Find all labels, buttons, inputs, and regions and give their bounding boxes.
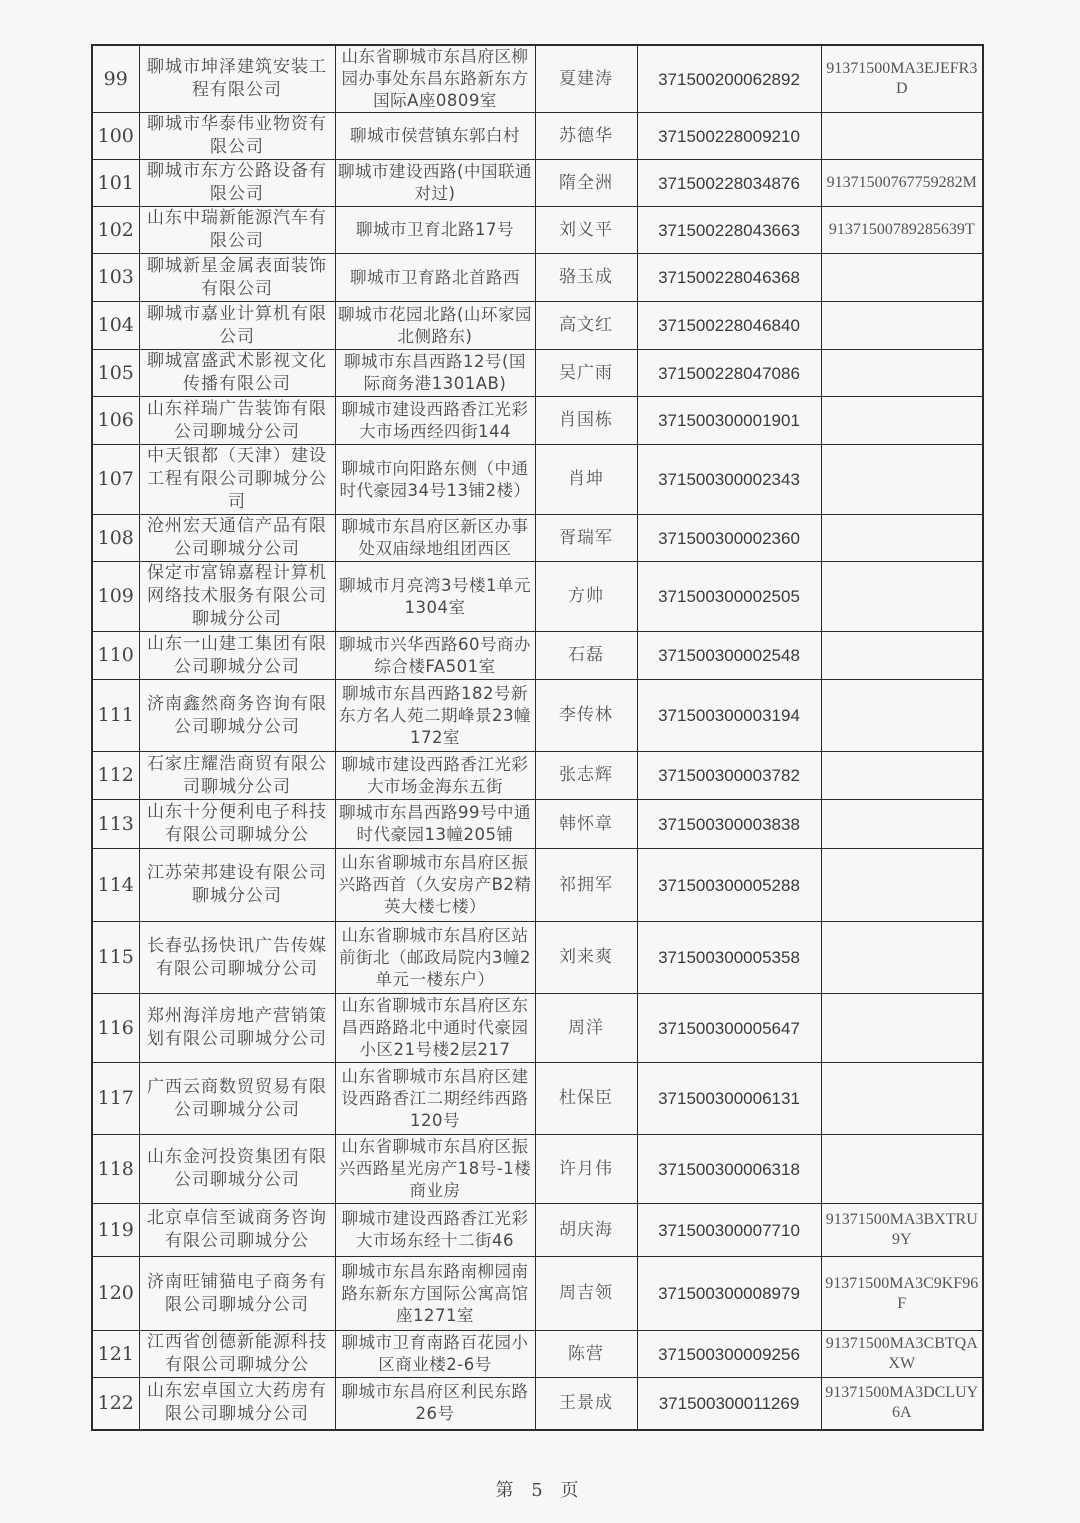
address-cell: 山东省聊城市东昌府区站前街北（邮政局院内3幢2单元一楼东户） (335, 922, 535, 994)
row-number-cell: 103 (92, 254, 139, 302)
table-row (92, 207, 983, 254)
company-name-cell: 聊城新星金属表面装饰有限公司 (139, 254, 335, 302)
table-row (92, 922, 983, 994)
address-cell: 聊城市兴华西路60号商办综合楼FA501室 (335, 632, 535, 680)
company-table (91, 44, 984, 1431)
table-row (92, 562, 983, 632)
registration-number-cell: 371500300003194 (637, 680, 821, 752)
legal-person-cell: 胡庆海 (535, 1204, 637, 1257)
registration-number-cell: 371500300003838 (637, 800, 821, 849)
legal-person-cell: 骆玉成 (535, 254, 637, 302)
legal-person-cell: 夏建涛 (535, 45, 637, 113)
table-row (92, 302, 983, 350)
company-name-cell: 保定市富锦嘉程计算机网络技术服务有限公司聊城分公司 (139, 562, 335, 632)
company-name-cell: 聊城市坤泽建筑安装工程有限公司 (139, 45, 335, 113)
address-cell: 山东省聊城市东昌府区东昌西路路北中通时代豪园小区21号楼2层217 (335, 994, 535, 1063)
legal-person-cell: 肖国栋 (535, 397, 637, 445)
registration-number-cell: 371500300011269 (637, 1378, 821, 1430)
registration-number-cell: 371500300008979 (637, 1257, 821, 1331)
legal-person-cell: 许月伟 (535, 1135, 637, 1204)
legal-person-cell: 隋全洲 (535, 160, 637, 207)
credit-code-cell (821, 922, 983, 994)
row-number-cell: 99 (92, 45, 139, 113)
row-number-cell: 110 (92, 632, 139, 680)
credit-code-cell (821, 800, 983, 849)
address-cell: 聊城市建设西路香江光彩大市场东经十二街46 (335, 1204, 535, 1257)
company-name-cell: 山东金河投资集团有限公司聊城分公司 (139, 1135, 335, 1204)
row-number-cell: 117 (92, 1063, 139, 1135)
row-number-cell: 112 (92, 752, 139, 800)
row-number-cell: 104 (92, 302, 139, 350)
company-name-cell: 江苏荣邦建设有限公司聊城分公司 (139, 849, 335, 922)
row-number-cell: 118 (92, 1135, 139, 1204)
row-number-cell: 106 (92, 397, 139, 445)
row-number-cell: 120 (92, 1257, 139, 1331)
credit-code-cell (821, 1063, 983, 1135)
address-cell: 山东省聊城市东昌府区振兴路西首（久安房产B2精英大楼七楼） (335, 849, 535, 922)
legal-person-cell: 刘来爽 (535, 922, 637, 994)
legal-person-cell: 陈营 (535, 1331, 637, 1378)
table-row (92, 160, 983, 207)
row-number-cell: 122 (92, 1378, 139, 1430)
address-cell: 聊城市卫育路北首路西 (335, 254, 535, 302)
table-row (92, 113, 983, 160)
address-cell: 聊城市卫育南路百花园小区商业楼2-6号 (335, 1331, 535, 1378)
company-name-cell: 聊城市东方公路设备有限公司 (139, 160, 335, 207)
legal-person-cell: 周吉领 (535, 1257, 637, 1331)
company-name-cell: 山东祥瑞广告装饰有限公司聊城分公司 (139, 397, 335, 445)
credit-code-cell (821, 397, 983, 445)
table-row (92, 445, 983, 515)
row-number-cell: 114 (92, 849, 139, 922)
legal-person-cell: 胥瑞军 (535, 515, 637, 562)
address-cell: 聊城市东昌西路182号新东方名人苑二期峰景23幢172室 (335, 680, 535, 752)
address-cell: 聊城市向阳路东侧（中通时代豪园34号13铺2楼） (335, 445, 535, 515)
registration-number-cell: 371500300005647 (637, 994, 821, 1063)
row-number-cell: 119 (92, 1204, 139, 1257)
address-cell: 聊城市东昌西路12号(国际商务港1301AB) (335, 350, 535, 397)
address-cell: 山东省聊城市东昌府区柳园办事处东昌东路新东方国际A座0809室 (335, 45, 535, 113)
credit-code-cell (821, 350, 983, 397)
legal-person-cell: 方帅 (535, 562, 637, 632)
registration-number-cell: 371500300002343 (637, 445, 821, 515)
registration-number-cell: 371500300002548 (637, 632, 821, 680)
company-name-cell: 山东中瑞新能源汽车有限公司 (139, 207, 335, 254)
address-cell: 聊城市花园北路(山环家园北侧路东) (335, 302, 535, 350)
registration-number-cell: 371500200062892 (637, 45, 821, 113)
registration-number-cell: 371500228009210 (637, 113, 821, 160)
table-row (92, 1135, 983, 1204)
address-cell: 聊城市侯营镇东郭白村 (335, 113, 535, 160)
registration-number-cell: 371500300005288 (637, 849, 821, 922)
legal-person-cell: 周洋 (535, 994, 637, 1063)
credit-code-cell (821, 254, 983, 302)
table-row (92, 632, 983, 680)
company-name-cell: 聊城市华泰伟业物资有限公司 (139, 113, 335, 160)
legal-person-cell: 刘义平 (535, 207, 637, 254)
address-cell: 聊城市东昌西路99号中通时代豪园13幢205铺 (335, 800, 535, 849)
company-name-cell: 山东宏卓国立大药房有限公司聊城分公司 (139, 1378, 335, 1430)
address-cell: 聊城市月亮湾3号楼1单元1304室 (335, 562, 535, 632)
company-name-cell: 济南旺铺猫电子商务有限公司聊城分公司 (139, 1257, 335, 1331)
table-row (92, 350, 983, 397)
credit-code-cell: 91371500MA3EJEFR3D (821, 45, 983, 113)
credit-code-cell: 91371500MA3DCLUY6A (821, 1378, 983, 1430)
table-row (92, 680, 983, 752)
credit-code-cell (821, 849, 983, 922)
table-row (92, 1257, 983, 1331)
credit-code-cell: 91371500767759282M (821, 160, 983, 207)
address-cell: 聊城市卫育北路17号 (335, 207, 535, 254)
address-cell: 聊城市建设西路香江光彩大市场金海东五街 (335, 752, 535, 800)
legal-person-cell: 肖坤 (535, 445, 637, 515)
address-cell: 聊城市建设西路香江光彩大市场西经四街144 (335, 397, 535, 445)
page-number: 第 5 页 (495, 1480, 585, 1501)
row-number-cell: 102 (92, 207, 139, 254)
credit-code-cell: 91371500789285639T (821, 207, 983, 254)
credit-code-cell: 91371500MA3C9KF96F (821, 1257, 983, 1331)
table-row (92, 515, 983, 562)
company-table-container (91, 44, 982, 1431)
row-number-cell: 100 (92, 113, 139, 160)
credit-code-cell (821, 562, 983, 632)
credit-code-cell (821, 302, 983, 350)
table-row (92, 849, 983, 922)
legal-person-cell: 韩怀章 (535, 800, 637, 849)
company-name-cell: 中天银都（天津）建设工程有限公司聊城分公司 (139, 445, 335, 515)
credit-code-cell (821, 752, 983, 800)
row-number-cell: 111 (92, 680, 139, 752)
registration-number-cell: 371500228046368 (637, 254, 821, 302)
registration-number-cell: 371500300003782 (637, 752, 821, 800)
row-number-cell: 105 (92, 350, 139, 397)
address-cell: 聊城市东昌府区新区办事处双庙绿地组团西区 (335, 515, 535, 562)
company-name-cell: 沧州宏天通信产品有限公司聊城分公司 (139, 515, 335, 562)
table-row (92, 752, 983, 800)
company-name-cell: 聊城富盛武术影视文化传播有限公司 (139, 350, 335, 397)
company-name-cell: 聊城市嘉业计算机有限公司 (139, 302, 335, 350)
company-name-cell: 广西云商数贸贸易有限公司聊城分公司 (139, 1063, 335, 1135)
table-row (92, 45, 983, 113)
registration-number-cell: 371500300002505 (637, 562, 821, 632)
company-name-cell: 江西省创德新能源科技有限公司聊城分公 (139, 1331, 335, 1378)
registration-number-cell: 371500300009256 (637, 1331, 821, 1378)
legal-person-cell: 石磊 (535, 632, 637, 680)
row-number-cell: 109 (92, 562, 139, 632)
registration-number-cell: 371500228047086 (637, 350, 821, 397)
legal-person-cell: 张志辉 (535, 752, 637, 800)
row-number-cell: 101 (92, 160, 139, 207)
credit-code-cell: 91371500MA3CBTQAXW (821, 1331, 983, 1378)
table-row (92, 397, 983, 445)
address-cell: 聊城市东昌府区利民东路26号 (335, 1378, 535, 1430)
registration-number-cell: 371500228043663 (637, 207, 821, 254)
legal-person-cell: 王景成 (535, 1378, 637, 1430)
address-cell: 聊城市东昌东路南柳园南路东新东方国际公寓高馆座1271室 (335, 1257, 535, 1331)
table-row (92, 254, 983, 302)
table-row (92, 1063, 983, 1135)
table-row (92, 1204, 983, 1257)
credit-code-cell (821, 994, 983, 1063)
row-number-cell: 108 (92, 515, 139, 562)
registration-number-cell: 371500300006131 (637, 1063, 821, 1135)
table-row (92, 994, 983, 1063)
company-name-cell: 北京卓信至诚商务咨询有限公司聊城分公 (139, 1204, 335, 1257)
credit-code-cell (821, 1135, 983, 1204)
company-name-cell: 石家庄耀浩商贸有限公司聊城分公司 (139, 752, 335, 800)
company-name-cell: 山东一山建工集团有限公司聊城分公司 (139, 632, 335, 680)
legal-person-cell: 吴广雨 (535, 350, 637, 397)
legal-person-cell: 高文红 (535, 302, 637, 350)
registration-number-cell: 371500300002360 (637, 515, 821, 562)
address-cell: 山东省聊城市东昌府区振兴西路星光房产18号-1楼商业房 (335, 1135, 535, 1204)
registration-number-cell: 371500228034876 (637, 160, 821, 207)
row-number-cell: 113 (92, 800, 139, 849)
legal-person-cell: 祁拥军 (535, 849, 637, 922)
row-number-cell: 107 (92, 445, 139, 515)
company-name-cell: 济南鑫然商务咨询有限公司聊城分公司 (139, 680, 335, 752)
credit-code-cell (821, 680, 983, 752)
row-number-cell: 116 (92, 994, 139, 1063)
table-row (92, 1331, 983, 1378)
table-row (92, 1378, 983, 1430)
registration-number-cell: 371500300005358 (637, 922, 821, 994)
credit-code-cell: 91371500MA3BXTRU9Y (821, 1204, 983, 1257)
address-cell: 聊城市建设西路(中国联通对过) (335, 160, 535, 207)
row-number-cell: 121 (92, 1331, 139, 1378)
registration-number-cell: 371500228046840 (637, 302, 821, 350)
credit-code-cell (821, 113, 983, 160)
address-cell: 山东省聊城市东昌府区建设西路香江二期经纬西路120号 (335, 1063, 535, 1135)
legal-person-cell: 苏德华 (535, 113, 637, 160)
company-table-body (92, 45, 983, 1430)
company-name-cell: 郑州海洋房地产营销策划有限公司聊城分公司 (139, 994, 335, 1063)
company-name-cell: 山东十分便利电子科技有限公司聊城分公 (139, 800, 335, 849)
company-name-cell: 长春弘扬快讯广告传媒有限公司聊城分公司 (139, 922, 335, 994)
credit-code-cell (821, 632, 983, 680)
legal-person-cell: 杜保臣 (535, 1063, 637, 1135)
table-row (92, 800, 983, 849)
legal-person-cell: 李传林 (535, 680, 637, 752)
registration-number-cell: 371500300001901 (637, 397, 821, 445)
credit-code-cell (821, 515, 983, 562)
credit-code-cell (821, 445, 983, 515)
registration-number-cell: 371500300007710 (637, 1204, 821, 1257)
row-number-cell: 115 (92, 922, 139, 994)
registration-number-cell: 371500300006318 (637, 1135, 821, 1204)
